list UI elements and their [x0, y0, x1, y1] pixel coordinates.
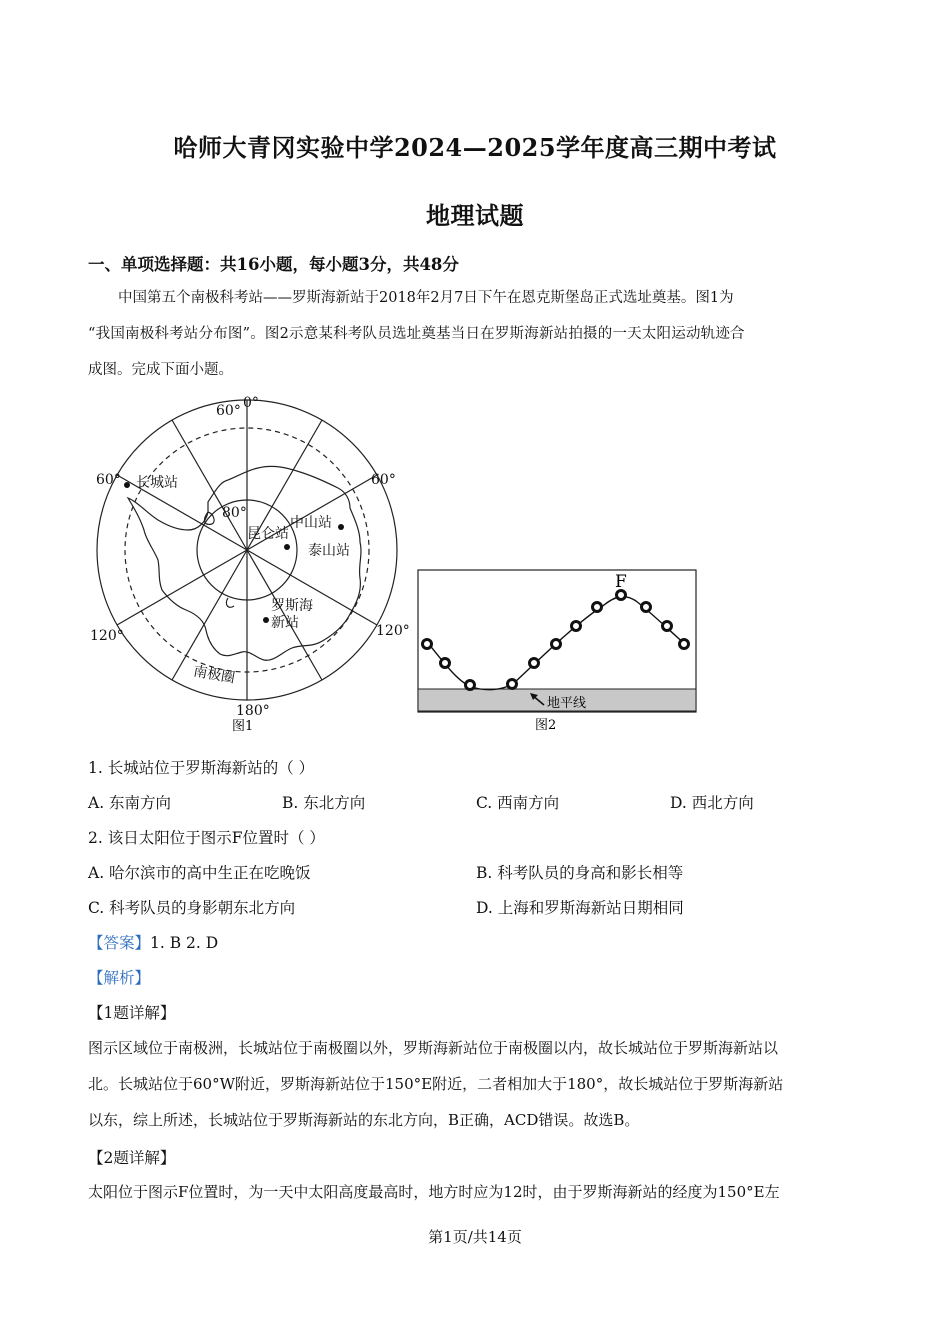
figure1-map	[88, 390, 418, 735]
lon-120-left-label: 120°	[90, 628, 124, 644]
sun-position	[466, 681, 475, 690]
page-footer: 第1页/共14页	[428, 1228, 522, 1246]
antarctic-circle-label: 南极圈	[192, 663, 237, 687]
kunlun-station-dot	[284, 544, 290, 550]
luosihai-label-2: 新站	[271, 615, 299, 631]
sun-position	[663, 622, 672, 631]
sun-label-f: F	[615, 572, 627, 592]
q1-option-b: B. 东北方向	[282, 794, 366, 812]
lon-120-right-label: 120°	[376, 623, 410, 639]
analysis-q2-tag: 【2题详解】	[88, 1149, 176, 1167]
zhongshan-label: 中山站	[290, 515, 332, 531]
analysis-q1-body	[88, 1030, 868, 1138]
sun-position	[642, 603, 651, 612]
lon-60-right-label: 60°	[371, 472, 396, 488]
q2-option-a: A. 哈尔滨市的高中生正在吃晚饭	[88, 864, 311, 882]
intro-line: 成图。完成下面小题。	[88, 362, 233, 378]
q1-option-d: D. 西北方向	[670, 794, 754, 812]
analysis-line: 图示区域位于南极洲，长城站位于南极圈以外，罗斯海新站位于南极圈以内，故长城站位于罗斯海新站以	[88, 1039, 779, 1057]
sun-position	[530, 659, 539, 668]
luosihai-station-dot	[263, 617, 269, 623]
answer-text: 1. B 2. D	[150, 934, 219, 952]
lon-60-top-label: 60°	[216, 403, 241, 419]
sun-position	[423, 640, 432, 649]
analysis-line: 太阳位于图示F位置时，为一天中太阳高度最高时，地方时应为12时，由于罗斯海新站的经度为150°E左	[88, 1183, 780, 1201]
analysis-line: 北。长城站位于60°W附近，罗斯海新站位于150°E附近，二者相加大于180°，故长城站位于罗斯海新站	[88, 1075, 784, 1093]
zhongshan-station-dot	[338, 524, 344, 530]
figure2-caption: 图2	[535, 718, 557, 733]
sun-position	[508, 680, 517, 689]
q1-option-c: C. 西南方向	[476, 794, 560, 812]
sun-position	[441, 659, 450, 668]
horizon-label: 地平线	[547, 696, 587, 711]
kunlun-label: 昆仑站	[247, 526, 289, 542]
exam-title: 哈师大青冈实验中学2024—2025学年度高三期中考试	[173, 133, 777, 162]
sun-position	[572, 622, 581, 631]
answer-row	[88, 931, 218, 953]
taishan-label: 泰山站	[308, 543, 350, 559]
lat-80-label: 80°	[222, 505, 247, 521]
question-2-stem: 2. 该日太阳位于图示F位置时（ ）	[88, 829, 325, 847]
q1-option-a: A. 东南方向	[88, 794, 172, 812]
intro-paragraph	[88, 280, 863, 388]
sun-position	[680, 640, 689, 649]
figure1-caption: 图1	[232, 719, 254, 734]
analysis-tag: 【解析】	[88, 969, 151, 987]
figure2-sunpath	[414, 565, 704, 735]
sun-position	[593, 603, 602, 612]
exam-subtitle: 地理试题	[426, 201, 524, 230]
analysis-q2-body	[88, 1174, 868, 1210]
q2-option-b: B. 科考队员的身高和影长相等	[476, 864, 684, 882]
antarctica-coastline	[128, 466, 361, 660]
intro-line: “我国南极科考站分布图”。图2示意某科考队员选址奠基当日在罗斯海新站拍摄的一天太阳运动轨迹合	[88, 326, 745, 342]
intro-line: 中国第五个南极科考站——罗斯海新站于2018年2月7日下午在恩克斯堡岛正式选址奠基。图1为	[118, 290, 734, 306]
changcheng-label: 长城站	[136, 475, 178, 491]
lon-0-label: 0°	[243, 395, 259, 411]
answer-tag: 【答案】	[88, 934, 151, 952]
luosihai-label-1: 罗斯海	[271, 598, 313, 614]
analysis-q1-tag: 【1题详解】	[88, 1004, 176, 1022]
q2-option-c: C. 科考队员的身影朝东北方向	[88, 899, 296, 917]
changcheng-station-dot	[124, 482, 130, 488]
analysis-line: 以东，综上所述，长城站位于罗斯海新站的东北方向，B正确，ACD错误。故选B。	[88, 1111, 640, 1129]
section-heading: 一、单项选择题：共16小题，每小题3分，共48分	[88, 255, 459, 274]
lon-180-label: 180°	[236, 703, 270, 719]
q2-option-d: D. 上海和罗斯海新站日期相同	[476, 899, 684, 917]
sun-position	[552, 640, 561, 649]
question-1-stem: 1. 长城站位于罗斯海新站的（ ）	[88, 759, 315, 777]
lon-60-left-label: 60°	[96, 472, 121, 488]
